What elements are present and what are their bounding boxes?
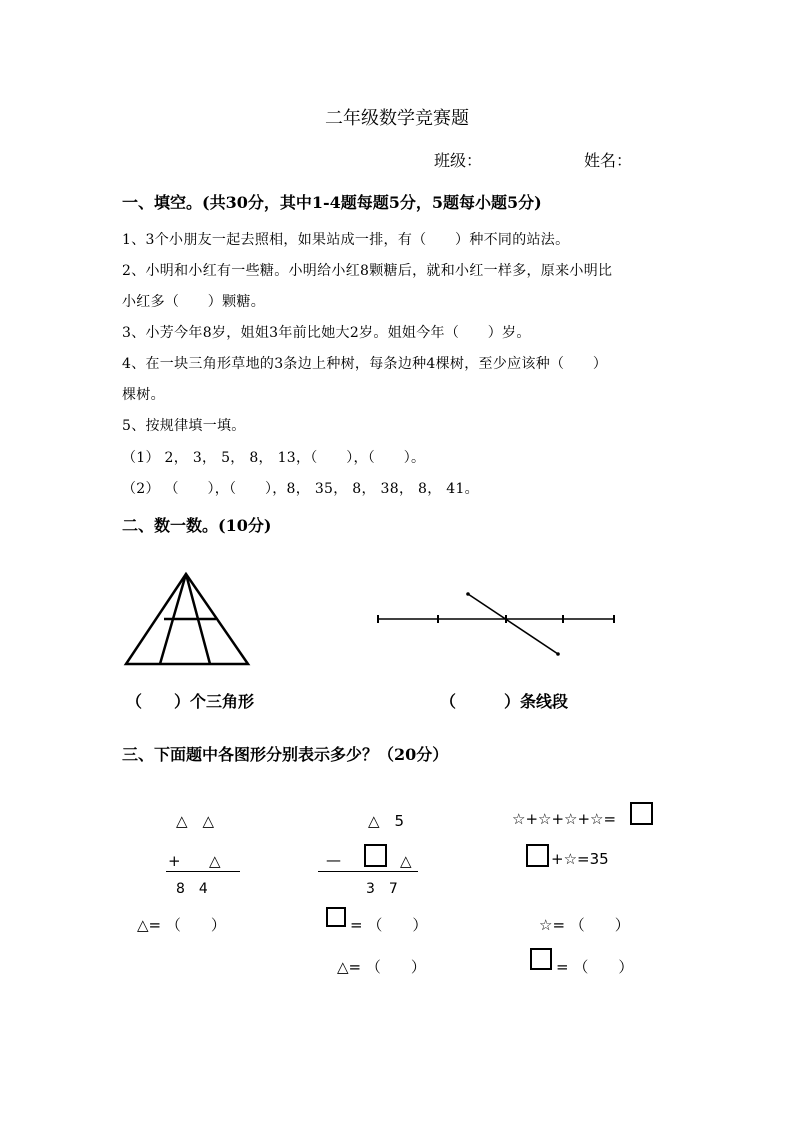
section3-heading: 三、下面题中各图形分别表示多少？（20分） [122, 745, 449, 764]
section2-heading: 二、数一数。(10分) [122, 516, 272, 535]
puzzle3-square-icon-2 [526, 844, 549, 867]
puzzle3-answer-star: ☆= （ ） [539, 916, 630, 934]
puzzle2-row1: △ 5 [368, 812, 405, 830]
page-title: 二年级数学竞赛题 [325, 108, 469, 129]
class-label: 班级： [434, 151, 483, 170]
question-5: 5、按规律填一填。 [122, 418, 246, 434]
question-5-2: （2） （ ），（ ），8， 35， 8， 38， 8， 41。 [122, 481, 479, 497]
puzzle2-answer-triangle: △= （ ） [337, 958, 426, 976]
question-4-line1: 4、在一块三角形草地的3条边上种树，每条边种4棵树，至少应该种（ ） [122, 356, 608, 372]
puzzle2-minus: — [326, 851, 341, 869]
question-2-line1: 2、小明和小红有一些糖。小明给小红8颗糖后，就和小红一样多，原来小明比 [122, 263, 613, 279]
question-3: 3、小芳今年8岁，姐姐3年前比她大2岁。姐姐今年（ ）岁。 [122, 325, 531, 341]
question-1: 1、3个小朋友一起去照相，如果站成一排，有（ ）种不同的站法。 [122, 232, 570, 248]
puzzle1-answer: △= （ ） [137, 916, 226, 934]
puzzle3-answer-square-icon [530, 948, 552, 970]
triangle-figure [120, 568, 256, 668]
puzzle3-equation2: +☆=35 [551, 850, 609, 868]
puzzle3-answer-box: = （ ） [556, 958, 634, 976]
puzzle1-plus: + [168, 852, 181, 870]
puzzle2-row2-triangle: △ [400, 852, 412, 870]
puzzle1-row2-triangle: △ [209, 852, 221, 870]
question-2-line2: 小红多（ ）颗糖。 [122, 294, 265, 310]
puzzle2-rule [318, 870, 418, 873]
puzzle1-result: 8 4 [176, 881, 208, 897]
section1-heading: 一、填空。(共30分，其中1-4题每题5分，5题每小题5分) [122, 193, 542, 212]
line-segments-figure [372, 588, 622, 660]
puzzle2-answer-box: = （ ） [350, 916, 428, 934]
puzzle2-result: 3 7 [366, 881, 398, 897]
puzzle1-rule [166, 870, 240, 873]
puzzle2-answer-square-icon [326, 906, 346, 927]
puzzle3-equation1: ☆+☆+☆+☆= [512, 810, 617, 828]
puzzle2-square-icon [364, 844, 387, 867]
puzzle3-square-icon [630, 802, 653, 825]
puzzle1-row1: △ △ [176, 812, 215, 830]
segment-count-answer: （ ）条线段 [440, 692, 569, 711]
triangle-count-answer: （ ）个三角形 [126, 692, 255, 711]
name-label: 姓名： [584, 151, 633, 170]
question-4-line2: 棵树。 [122, 387, 165, 403]
question-5-1: （1） 2， 3， 5， 8， 13，（ ），（ ）。 [122, 450, 426, 466]
